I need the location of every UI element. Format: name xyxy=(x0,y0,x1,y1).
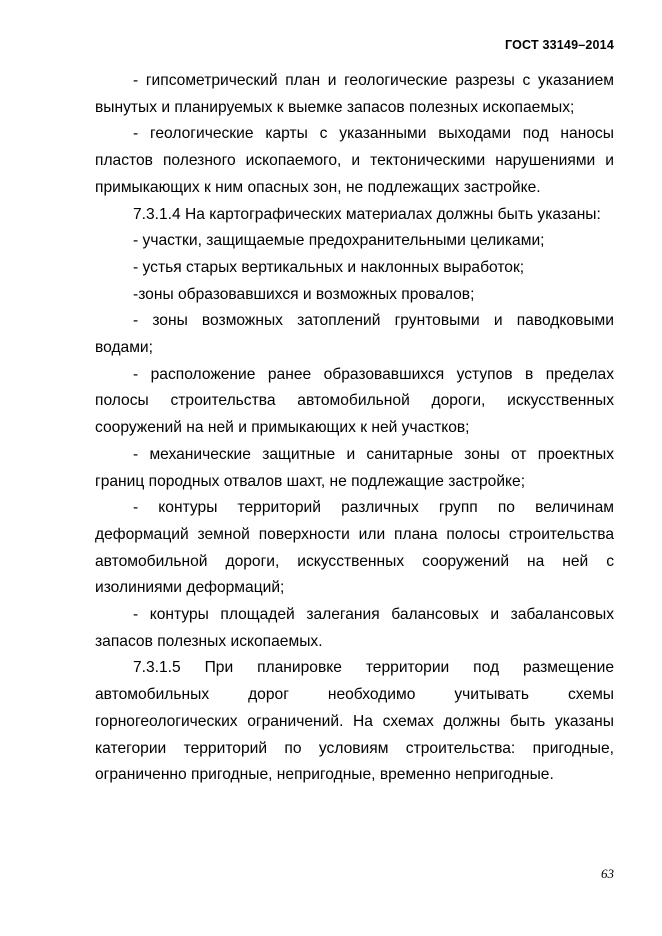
list-item-old-workings: - устья старых вертикальных и наклонных выработок; xyxy=(133,258,525,276)
document-body xyxy=(95,68,614,789)
list-item-protected-areas: - участки, защищаемые предохранительными целиками; xyxy=(133,232,545,250)
list-item-protective-zones: - механические защитные и санитарные зоны от проектных границ породных отвалов шахт, не подлежащие застройке; xyxy=(95,445,614,490)
document-code-header: ГОСТ 33149–2014 xyxy=(505,38,614,52)
paragraph-geological-maps: - геологические карты с указанными выходами под наносы пластов полезного ископаемого, и тектоническими нарушениями и примыкающих к ним опасных зон, не подлежащих застройке. xyxy=(95,125,614,196)
paragraph-hypsometric-plan: - гипсометрический план и геологические разрезы с указанием вынутых и планируемых к выемке запасов полезных ископаемых; xyxy=(95,72,614,116)
list-item-collapse-zones: -зоны образовавшихся и возможных провалов; xyxy=(133,285,475,303)
list-item-reserve-contours: - контуры площадей залегания балансовых и забалансовых запасов полезных ископаемых. xyxy=(95,606,614,650)
list-item-deformation-contours: - контуры территорий различных групп по величинам деформаций земной поверхности или плана полосы строительства автомобильной дороги, искусственных сооружений на ней с изолиниями деформаций; xyxy=(95,499,614,597)
paragraph-7-3-1-5: 7.3.1.5 При планировке территории под размещение автомобильных дорог необходимо учитывать схемы горногеологических ограничений. На схемах должны быть указаны категории территорий по условиям строительства: пригодные, ограниченно пригодные, непригодные, временно непригодные. xyxy=(95,659,614,784)
list-item-flood-zones: - зоны возможных затоплений грунтовыми и паводковыми водами; xyxy=(95,312,614,357)
paragraph-7-3-1-4: 7.3.1.4 На картографических материалах должны быть указаны: xyxy=(133,205,601,223)
list-item-ledges: - расположение ранее образовавшихся уступов в пределах полосы строительства автомобильной дороги, искусственных сооружений на ней и примыкающих к ней участков; xyxy=(95,365,614,437)
page-number: 63 xyxy=(601,866,614,881)
